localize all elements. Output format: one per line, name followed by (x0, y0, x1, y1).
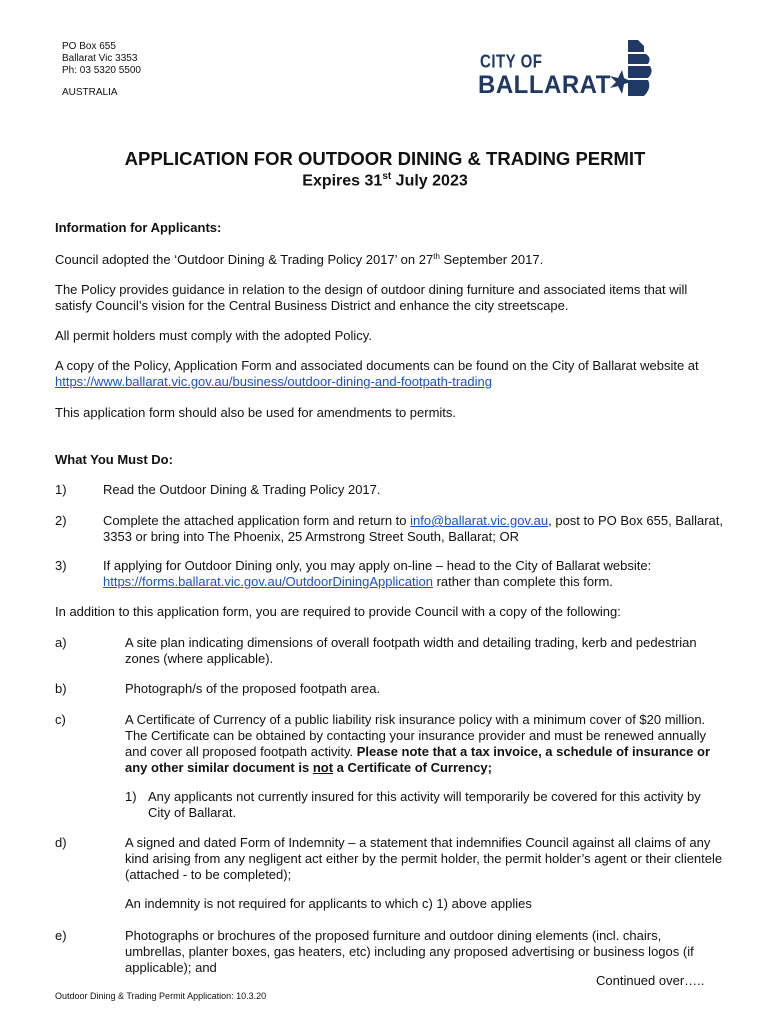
additional-intro: In addition to this application form, you are required to provide Council with a copy of the following: (55, 604, 621, 619)
must-do-heading: What You Must Do: (55, 452, 173, 467)
policy-website-link[interactable]: https://www.ballarat.vic.gov.au/business/outdoor-dining-and-footpath-trading (55, 374, 492, 389)
expiry-pre: Expires 31 (302, 172, 383, 190)
expiry-subtitle (0, 171, 770, 190)
expiry-post: July 2023 (391, 172, 468, 190)
req-label-b: b) (55, 681, 67, 696)
info-p1-sup: th (433, 252, 440, 261)
must-do-item-2-post: , post to PO Box 655, Ballarat, 3353 or bring into The Phoenix, 25 Armstrong Street South, Ballarat; OR (103, 513, 723, 544)
info-paragraph-1 (55, 252, 725, 268)
must-do-num-1: 1) (55, 482, 67, 497)
req-item-c-note-post: a Certificate of Currency; (333, 760, 492, 775)
must-do-item-3-pre: If applying for Outdoor Dining only, you may apply on-line – head to the City of Ballarat website: (103, 558, 652, 573)
council-email-link[interactable]: info@ballarat.vic.gov.au (410, 513, 549, 528)
logo-city-of-text: CITY OF (480, 52, 543, 73)
req-item-c (125, 712, 723, 776)
online-application-link[interactable]: https://forms.ballarat.vic.gov.au/OutdoorDiningApplication (103, 574, 433, 589)
req-label-c: c) (55, 712, 66, 727)
continued-over: Continued over….. (596, 973, 705, 988)
req-label-d: d) (55, 835, 67, 850)
address-line-2: Ballarat Vic 3353 (62, 53, 138, 64)
info-paragraph-3: All permit holders must comply with the adopted Policy. (55, 328, 372, 343)
must-do-item-3-post: rather than complete this form. (432, 574, 613, 589)
address-country: AUSTRALIA (62, 87, 118, 98)
must-do-num-2: 2) (55, 513, 67, 528)
req-item-c-text: A Certificate of Currency of a public liability risk insurance policy with a minimum cover of $20 million. The Certificate can be obtained by contacting your insurance provider and must be renewed annually and cover all proposed footpath activity. (125, 712, 707, 759)
info-heading: Information for Applicants: (55, 220, 222, 235)
page-footer: Outdoor Dining & Trading Permit Application: 10.3.20 (55, 991, 267, 1001)
req-c-sub-num: 1) (125, 789, 137, 804)
must-do-item-2-pre: Complete the attached application form and return to (103, 513, 411, 528)
req-item-d: A signed and dated Form of Indemnity – a statement that indemnifies Council against all claims of any kind arising from any negligent act either by the permit holder, the permit holder’s agent or their clientele (attached - to be completed); (125, 835, 723, 882)
info-paragraph-5: This application form should also be used for amendments to permits. (55, 405, 457, 420)
req-item-d-note: An indemnity is not required for applicants to which c) 1) above applies (125, 896, 532, 911)
info-p1-pre: Council adopted the ‘Outdoor Dining & Trading Policy 2017’ on 27 (55, 252, 434, 267)
req-label-a: a) (55, 635, 67, 650)
address-phone: Ph: 03 5320 5500 (62, 65, 141, 76)
must-do-num-3: 3) (55, 558, 67, 573)
info-p1-post: September 2017. (439, 252, 544, 267)
info-paragraph-4 (55, 358, 725, 390)
logo-ballarat-text: BALLARAT (478, 71, 611, 100)
req-label-e: e) (55, 928, 67, 943)
req-item-e: Photographs or brochures of the proposed furniture and outdoor dining elements (incl. chairs, umbrellas, planter boxes, gas heaters, etc) including any proposed advertising or business logos (if applicable); and (125, 928, 694, 975)
info-paragraph-2: The Policy provides guidance in relation to the design of outdoor dining furniture and associated items that will satisfy Council’s vision for the Central Business District and enhance the city streetscape. (55, 282, 688, 313)
page-title: APPLICATION FOR OUTDOOR DINING & TRADING PERMIT (124, 148, 646, 169)
req-item-c-note-pre: Please note that a tax invoice, a schedule of insurance or any other similar document is (125, 744, 711, 775)
council-address (62, 41, 141, 99)
address-line-1: PO Box 655 (62, 41, 116, 52)
logo-emblem-icon (608, 38, 664, 100)
req-item-a: A site plan indicating dimensions of overall footpath width and detailing trading, kerb and pedestrian zones (where applicable). (125, 635, 697, 666)
info-p4-text: A copy of the Policy, Application Form and associated documents can be found on the City of Ballarat website at (55, 358, 699, 373)
must-do-item-2 (103, 513, 723, 545)
must-do-item-1: Read the Outdoor Dining & Trading Policy 2017. (103, 482, 381, 497)
req-c-sub-item: Any applicants not currently insured for this activity will temporarily be covered for this activity by City of Ballarat. (148, 789, 701, 820)
city-of-ballarat-logo (478, 38, 668, 102)
req-item-b: Photograph/s of the proposed footpath area. (125, 681, 381, 696)
must-do-item-3 (103, 558, 723, 590)
req-item-c-note-not: not (312, 760, 334, 775)
expiry-sup: st (382, 171, 392, 182)
